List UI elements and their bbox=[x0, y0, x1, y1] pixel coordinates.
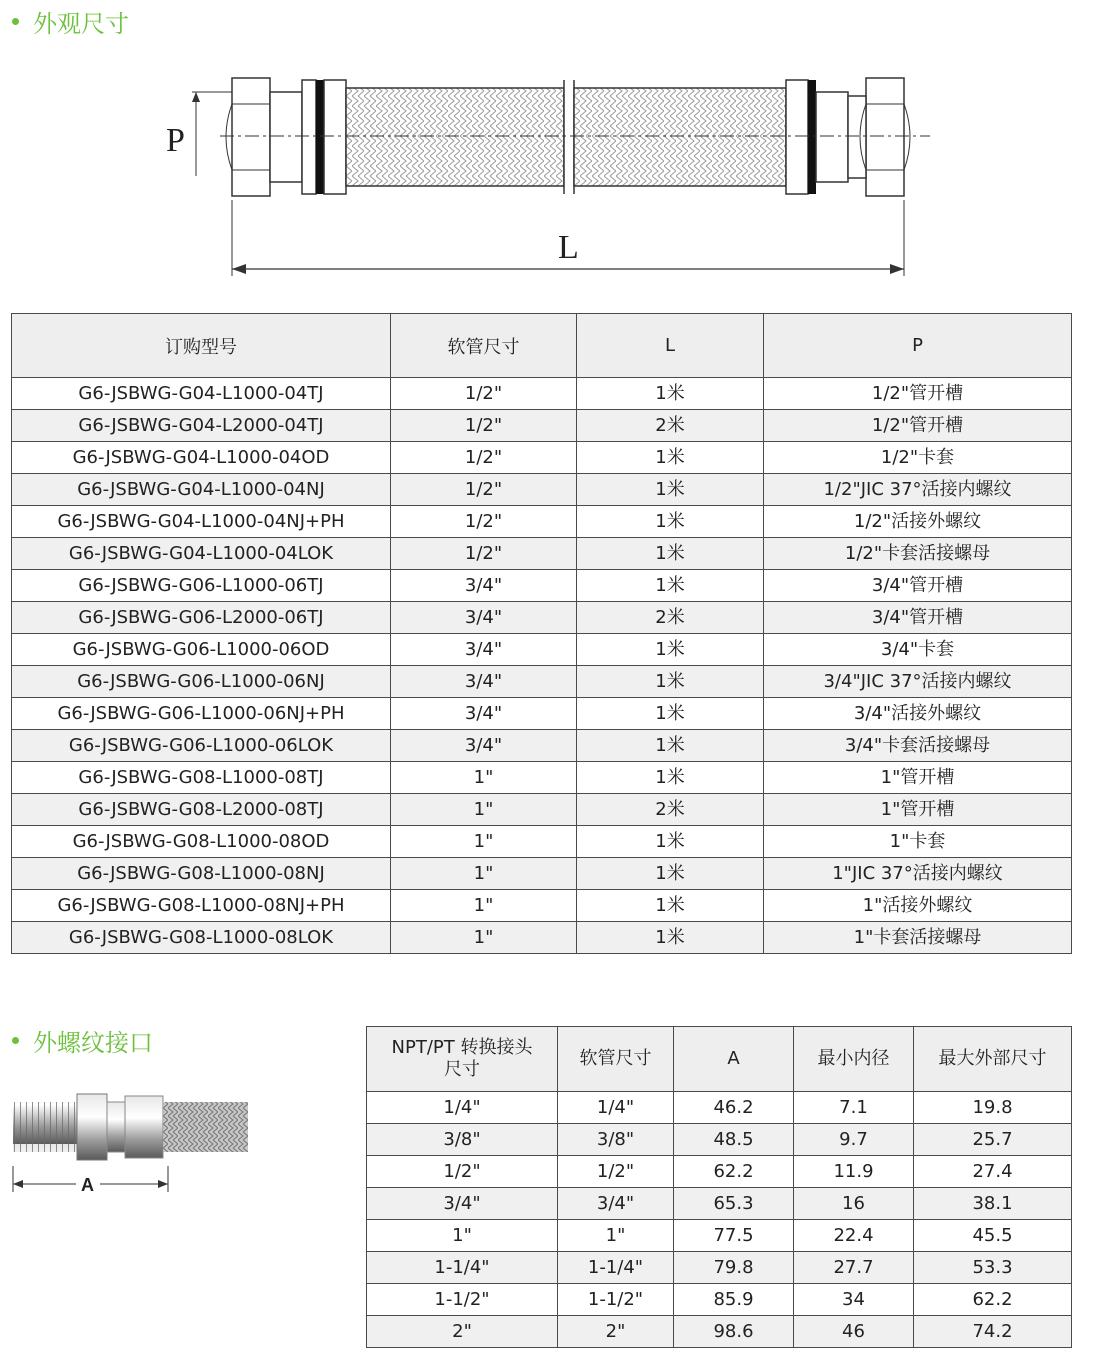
table-cell: 3/4"卡套 bbox=[764, 634, 1072, 666]
table-cell: 1/2" bbox=[391, 538, 577, 570]
table-cell: 3/8" bbox=[367, 1124, 558, 1156]
table-cell: 98.6 bbox=[674, 1316, 794, 1348]
table-cell: G6-JSBWG-G08-L1000-08NJ bbox=[12, 858, 391, 890]
fitting-sleeve bbox=[125, 1096, 163, 1158]
braided-hose bbox=[163, 1102, 248, 1152]
table-header-row bbox=[12, 314, 1072, 378]
column-header-max-outer-size: 最大外部尺寸 bbox=[914, 1027, 1072, 1092]
table-row bbox=[367, 1124, 1072, 1156]
male-thread-size-table bbox=[366, 1026, 1072, 1348]
left-hex-nut bbox=[226, 78, 276, 196]
table-cell: 1" bbox=[391, 858, 577, 890]
table-cell: G6-JSBWG-G06-L1000-06LOK bbox=[12, 730, 391, 762]
table-row bbox=[12, 698, 1072, 730]
right-sleeve bbox=[786, 80, 808, 194]
left-collar bbox=[302, 80, 316, 194]
section-title-male-thread bbox=[12, 1023, 153, 1058]
left-band bbox=[316, 80, 324, 194]
table-cell: 1米 bbox=[577, 538, 764, 570]
left-ferrule bbox=[270, 92, 302, 182]
table-cell: 16 bbox=[794, 1188, 914, 1220]
table-row bbox=[12, 506, 1072, 538]
left-sleeve bbox=[324, 80, 346, 194]
table-cell: 1/2"卡套 bbox=[764, 442, 1072, 474]
table-cell: 1米 bbox=[577, 378, 764, 410]
table-cell: 1"管开槽 bbox=[764, 794, 1072, 826]
table-cell: 1"活接外螺纹 bbox=[764, 890, 1072, 922]
table-cell: 1米 bbox=[577, 826, 764, 858]
break-gap bbox=[564, 80, 574, 194]
table-cell: 1" bbox=[391, 826, 577, 858]
table-cell: 25.7 bbox=[914, 1124, 1072, 1156]
table-cell: 46 bbox=[794, 1316, 914, 1348]
table-cell: 1/2"JIC 37°活接内螺纹 bbox=[764, 474, 1072, 506]
table-cell: 1米 bbox=[577, 762, 764, 794]
table-cell: 45.5 bbox=[914, 1220, 1072, 1252]
table-cell: G6-JSBWG-G04-L1000-04OD bbox=[12, 442, 391, 474]
table-cell: 3/4" bbox=[391, 666, 577, 698]
table-row bbox=[12, 378, 1072, 410]
table-cell: 1/2" bbox=[391, 378, 577, 410]
table-cell: 3/8" bbox=[558, 1124, 674, 1156]
table-cell: 1-1/2" bbox=[558, 1284, 674, 1316]
column-header-p: P bbox=[764, 314, 1072, 378]
table-cell: G6-JSBWG-G06-L1000-06OD bbox=[12, 634, 391, 666]
table-cell: 1" bbox=[391, 762, 577, 794]
hose-dimension-diagram bbox=[160, 66, 940, 281]
table-cell: 3/4"管开槽 bbox=[764, 570, 1072, 602]
table-cell: G6-JSBWG-G08-L1000-08LOK bbox=[12, 922, 391, 954]
table-cell: 38.1 bbox=[914, 1188, 1072, 1220]
table-cell: 3/4"活接外螺纹 bbox=[764, 698, 1072, 730]
table-cell: 1/2"活接外螺纹 bbox=[764, 506, 1072, 538]
table-row bbox=[12, 410, 1072, 442]
table-row bbox=[12, 730, 1072, 762]
table-cell: 62.2 bbox=[674, 1156, 794, 1188]
table-row bbox=[12, 890, 1072, 922]
table-cell: 1"管开槽 bbox=[764, 762, 1072, 794]
column-header-model: 订购型号 bbox=[12, 314, 391, 378]
table-cell: G6-JSBWG-G04-L1000-04NJ bbox=[12, 474, 391, 506]
table-row bbox=[12, 922, 1072, 954]
table-row bbox=[12, 442, 1072, 474]
table-cell: 3/4"卡套活接螺母 bbox=[764, 730, 1072, 762]
braided-hose-left bbox=[346, 88, 564, 186]
table-cell: 1米 bbox=[577, 890, 764, 922]
table-cell: 1" bbox=[391, 922, 577, 954]
table-row bbox=[12, 826, 1072, 858]
table-cell: 1"JIC 37°活接内螺纹 bbox=[764, 858, 1072, 890]
table-cell: 48.5 bbox=[674, 1124, 794, 1156]
table-cell: 1米 bbox=[577, 474, 764, 506]
table-cell: 1-1/4" bbox=[558, 1252, 674, 1284]
table-cell: 53.3 bbox=[914, 1252, 1072, 1284]
table-cell: 65.3 bbox=[674, 1188, 794, 1220]
bullet-dot bbox=[12, 1037, 19, 1044]
table-cell: 2米 bbox=[577, 410, 764, 442]
table-row bbox=[12, 666, 1072, 698]
table-cell: 74.2 bbox=[914, 1316, 1072, 1348]
table-row bbox=[12, 602, 1072, 634]
table-cell: 85.9 bbox=[674, 1284, 794, 1316]
table-row bbox=[367, 1220, 1072, 1252]
table-cell: 34 bbox=[794, 1284, 914, 1316]
table-row bbox=[12, 858, 1072, 890]
table-cell: G6-JSBWG-G08-L1000-08TJ bbox=[12, 762, 391, 794]
order-model-table bbox=[11, 313, 1072, 954]
table-cell: 3/4" bbox=[391, 602, 577, 634]
table-cell: 1-1/4" bbox=[367, 1252, 558, 1284]
column-header-npt-size: NPT/PT 转换接头 尺寸 bbox=[367, 1027, 558, 1092]
table-cell: 1/2" bbox=[391, 474, 577, 506]
right-hex-nut bbox=[848, 78, 910, 196]
section-title-text: 外螺纹接口 bbox=[33, 1029, 153, 1057]
table-cell: 2米 bbox=[577, 794, 764, 826]
table-row bbox=[12, 794, 1072, 826]
table-cell: 77.5 bbox=[674, 1220, 794, 1252]
braided-hose-right bbox=[574, 88, 786, 186]
table-cell: 1" bbox=[391, 794, 577, 826]
table-row bbox=[12, 634, 1072, 666]
table-cell: 1米 bbox=[577, 922, 764, 954]
table-cell: 1米 bbox=[577, 730, 764, 762]
table-row bbox=[367, 1252, 1072, 1284]
table-cell: G6-JSBWG-G08-L1000-08OD bbox=[12, 826, 391, 858]
table-header-row bbox=[367, 1027, 1072, 1092]
table-cell: 22.4 bbox=[794, 1220, 914, 1252]
column-header-length: L bbox=[577, 314, 764, 378]
table-cell: 7.1 bbox=[794, 1092, 914, 1124]
table-cell: G6-JSBWG-G06-L1000-06TJ bbox=[12, 570, 391, 602]
a-dimension-label: A bbox=[81, 1175, 94, 1195]
table-cell: 1米 bbox=[577, 698, 764, 730]
table-row bbox=[12, 538, 1072, 570]
column-header-hose-size: 软管尺寸 bbox=[558, 1027, 674, 1092]
p-dimension-label: P bbox=[166, 122, 185, 159]
table-cell: 1/2" bbox=[391, 442, 577, 474]
male-thread bbox=[13, 1102, 77, 1152]
bullet-dot bbox=[12, 18, 19, 25]
table-cell: 3/4" bbox=[391, 570, 577, 602]
table-cell: 1"卡套 bbox=[764, 826, 1072, 858]
table-row bbox=[367, 1316, 1072, 1348]
section-title-text: 外观尺寸 bbox=[33, 10, 129, 38]
table-cell: 1/2" bbox=[391, 410, 577, 442]
table-row bbox=[367, 1156, 1072, 1188]
table-cell: 9.7 bbox=[794, 1124, 914, 1156]
table-cell: G6-JSBWG-G08-L1000-08NJ+PH bbox=[12, 890, 391, 922]
table-cell: 11.9 bbox=[794, 1156, 914, 1188]
table-cell: 3/4" bbox=[391, 698, 577, 730]
table-cell: 19.8 bbox=[914, 1092, 1072, 1124]
table-cell: 62.2 bbox=[914, 1284, 1072, 1316]
table-cell: 1米 bbox=[577, 858, 764, 890]
table-cell: 27.7 bbox=[794, 1252, 914, 1284]
table-cell: 1" bbox=[367, 1220, 558, 1252]
table-row bbox=[12, 570, 1072, 602]
fitting-neck bbox=[107, 1102, 125, 1152]
table-cell: 1"卡套活接螺母 bbox=[764, 922, 1072, 954]
table-row bbox=[367, 1188, 1072, 1220]
table-cell: 2" bbox=[367, 1316, 558, 1348]
table-cell: 3/4" bbox=[558, 1188, 674, 1220]
table-cell: 1米 bbox=[577, 570, 764, 602]
table-cell: 1" bbox=[558, 1220, 674, 1252]
table-cell: 27.4 bbox=[914, 1156, 1072, 1188]
table-cell: G6-JSBWG-G04-L2000-04TJ bbox=[12, 410, 391, 442]
table-cell: 2米 bbox=[577, 602, 764, 634]
table-row bbox=[367, 1092, 1072, 1124]
table-cell: 1/2" bbox=[367, 1156, 558, 1188]
table-cell: 3/4" bbox=[391, 730, 577, 762]
table-cell: G6-JSBWG-G06-L1000-06NJ+PH bbox=[12, 698, 391, 730]
table-cell: G6-JSBWG-G04-L1000-04NJ+PH bbox=[12, 506, 391, 538]
male-thread-fitting-figure bbox=[8, 1084, 253, 1199]
table-cell: G6-JSBWG-G06-L2000-06TJ bbox=[12, 602, 391, 634]
table-cell: 3/4"JIC 37°活接内螺纹 bbox=[764, 666, 1072, 698]
column-header-min-inner-diameter: 最小内径 bbox=[794, 1027, 914, 1092]
table-cell: 3/4" bbox=[391, 634, 577, 666]
table-cell: G6-JSBWG-G04-L1000-04LOK bbox=[12, 538, 391, 570]
column-header-a: A bbox=[674, 1027, 794, 1092]
right-ferrule bbox=[816, 92, 848, 182]
table-row bbox=[12, 474, 1072, 506]
fitting-hex bbox=[77, 1094, 107, 1160]
table-cell: 1/4" bbox=[558, 1092, 674, 1124]
table-cell: 1/2"管开槽 bbox=[764, 378, 1072, 410]
l-dimension-label: L bbox=[558, 229, 579, 266]
table-row bbox=[12, 762, 1072, 794]
table-cell: 1/4" bbox=[367, 1092, 558, 1124]
section-title-appearance bbox=[12, 4, 129, 39]
table-cell: 1/2" bbox=[558, 1156, 674, 1188]
table-cell: 1米 bbox=[577, 666, 764, 698]
table-cell: 1米 bbox=[577, 634, 764, 666]
table-cell: 1-1/2" bbox=[367, 1284, 558, 1316]
table-cell: 1/2" bbox=[391, 506, 577, 538]
table-cell: 1" bbox=[391, 890, 577, 922]
table-cell: 1米 bbox=[577, 506, 764, 538]
table-cell: 3/4" bbox=[367, 1188, 558, 1220]
table-cell: 79.8 bbox=[674, 1252, 794, 1284]
right-band bbox=[808, 80, 816, 194]
table-cell: G6-JSBWG-G06-L1000-06NJ bbox=[12, 666, 391, 698]
table-row bbox=[367, 1284, 1072, 1316]
table-cell: G6-JSBWG-G04-L1000-04TJ bbox=[12, 378, 391, 410]
column-header-hose-size: 软管尺寸 bbox=[391, 314, 577, 378]
table-cell: 1米 bbox=[577, 442, 764, 474]
table-cell: 3/4"管开槽 bbox=[764, 602, 1072, 634]
table-cell: 1/2"管开槽 bbox=[764, 410, 1072, 442]
table-cell: G6-JSBWG-G08-L2000-08TJ bbox=[12, 794, 391, 826]
table-cell: 46.2 bbox=[674, 1092, 794, 1124]
table-cell: 1/2"卡套活接螺母 bbox=[764, 538, 1072, 570]
table-cell: 2" bbox=[558, 1316, 674, 1348]
